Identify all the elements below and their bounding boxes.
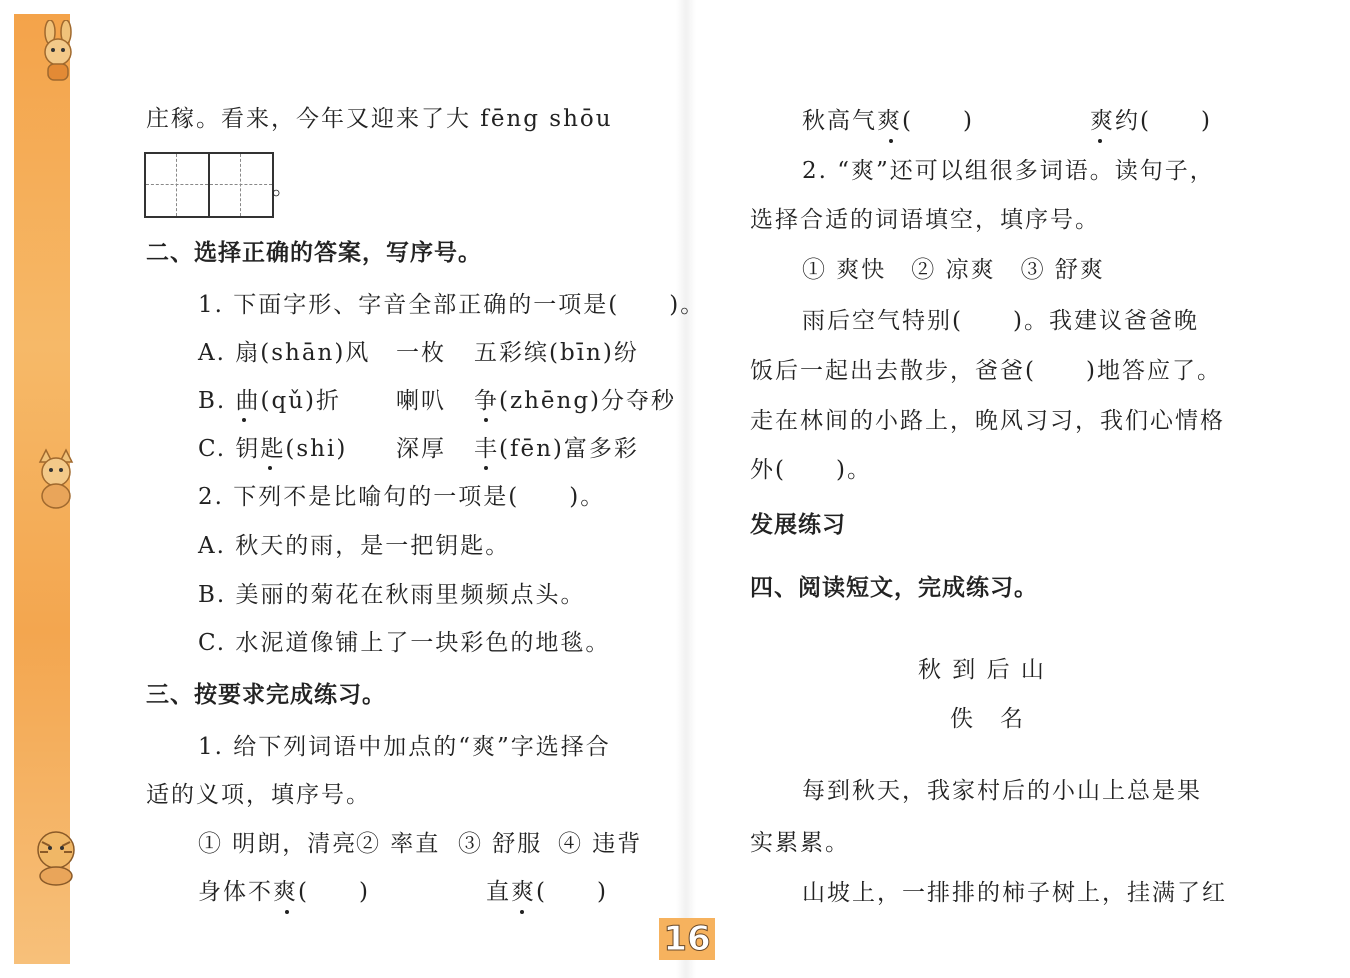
word-item: 秋高气爽( ) (802, 108, 974, 134)
option-c: 深厚 (396, 436, 446, 462)
emphasis-dot (1098, 139, 1102, 143)
question: 2. 下列不是比喻句的一项是( )。 (198, 484, 606, 510)
option-a: 一枚 (396, 340, 446, 366)
passage-title: 秋 到 后 山 (918, 657, 1046, 683)
emphasis-dot (242, 418, 246, 422)
emphasis-dot (484, 418, 488, 422)
section-heading: 三、按要求完成练习。 (146, 682, 386, 708)
word-item: 身体不爽( ) (198, 879, 370, 905)
option-b: 争(zhēng)分夺秒 (474, 388, 677, 414)
emphasis-dot (889, 139, 893, 143)
meaning-option: ① 明朗，清亮 (198, 831, 358, 857)
option-a: A. 扇(shān)风 (198, 340, 371, 366)
text-line: 雨后空气特别( )。我建议爸爸晚 (802, 308, 1199, 334)
section-heading: 二、选择正确的答案，写序号。 (146, 240, 482, 266)
meaning-option: ② 率直 (356, 831, 441, 857)
emphasis-dot (520, 910, 524, 914)
passage-author: 佚 名 (950, 706, 1025, 732)
question: 选择合适的词语填空，填序号。 (750, 207, 1100, 233)
option-c: C. 钥匙(shi) (198, 436, 348, 462)
tiger-mascot-icon (26, 822, 86, 886)
option-a: 五彩缤(bīn)纷 (474, 340, 639, 366)
page-number: 16 (659, 918, 715, 960)
text-line: 饭后一起出去散步，爸爸( )地答应了。 (750, 358, 1222, 384)
rabbit-mascot-icon (28, 20, 88, 84)
text-line: 外( )。 (750, 457, 872, 483)
option-b: 喇叭 (396, 388, 446, 414)
emphasis-dot (484, 466, 488, 470)
question: 适的义项，填序号。 (146, 782, 371, 808)
word-options: ① 爽快 ② 凉爽 ③ 舒爽 (802, 257, 1105, 283)
word-item: 爽约( ) (1090, 108, 1212, 134)
question: 1. 下面字形、字音全部正确的一项是( )。 (198, 292, 706, 318)
passage-line: 每到秋天，我家村后的小山上总是果 (802, 778, 1202, 804)
emphasis-dot (285, 910, 289, 914)
pinyin-writing-grid[interactable] (144, 152, 274, 218)
text-line: 庄稼。看来，今年又迎来了大 fēng shōu (146, 106, 613, 132)
meaning-option: ④ 违背 (558, 831, 643, 857)
option-c: 丰(fēn)富多彩 (474, 436, 639, 462)
question: 1. 给下列词语中加点的“爽”字选择合 (198, 734, 611, 760)
cat-mascot-icon (26, 448, 86, 512)
passage-line: 实累累。 (750, 830, 850, 856)
option-b: B. 美丽的菊花在秋雨里频频点头。 (198, 582, 586, 608)
word-item: 直爽( ) (486, 879, 608, 905)
section-heading: 四、阅读短文，完成练习。 (750, 575, 1038, 601)
option-c: C. 水泥道像铺上了一块彩色的地毯。 (198, 630, 611, 656)
text-line: 走在林间的小路上，晚风习习，我们心情格 (750, 408, 1225, 434)
passage-line: 山坡上，一排排的柿子树上，挂满了红 (802, 880, 1227, 906)
emphasis-dot (268, 466, 272, 470)
option-b: B. 曲(qǔ)折 (198, 388, 342, 414)
meaning-option: ③ 舒服 (458, 831, 543, 857)
question: 2. “爽”还可以组很多词语。读句子， (802, 158, 1215, 184)
text-line: 。 (272, 174, 297, 200)
option-a: A. 秋天的雨，是一把钥匙。 (198, 533, 511, 559)
section-heading: 发展练习 (750, 512, 846, 538)
page-gutter (676, 0, 696, 978)
